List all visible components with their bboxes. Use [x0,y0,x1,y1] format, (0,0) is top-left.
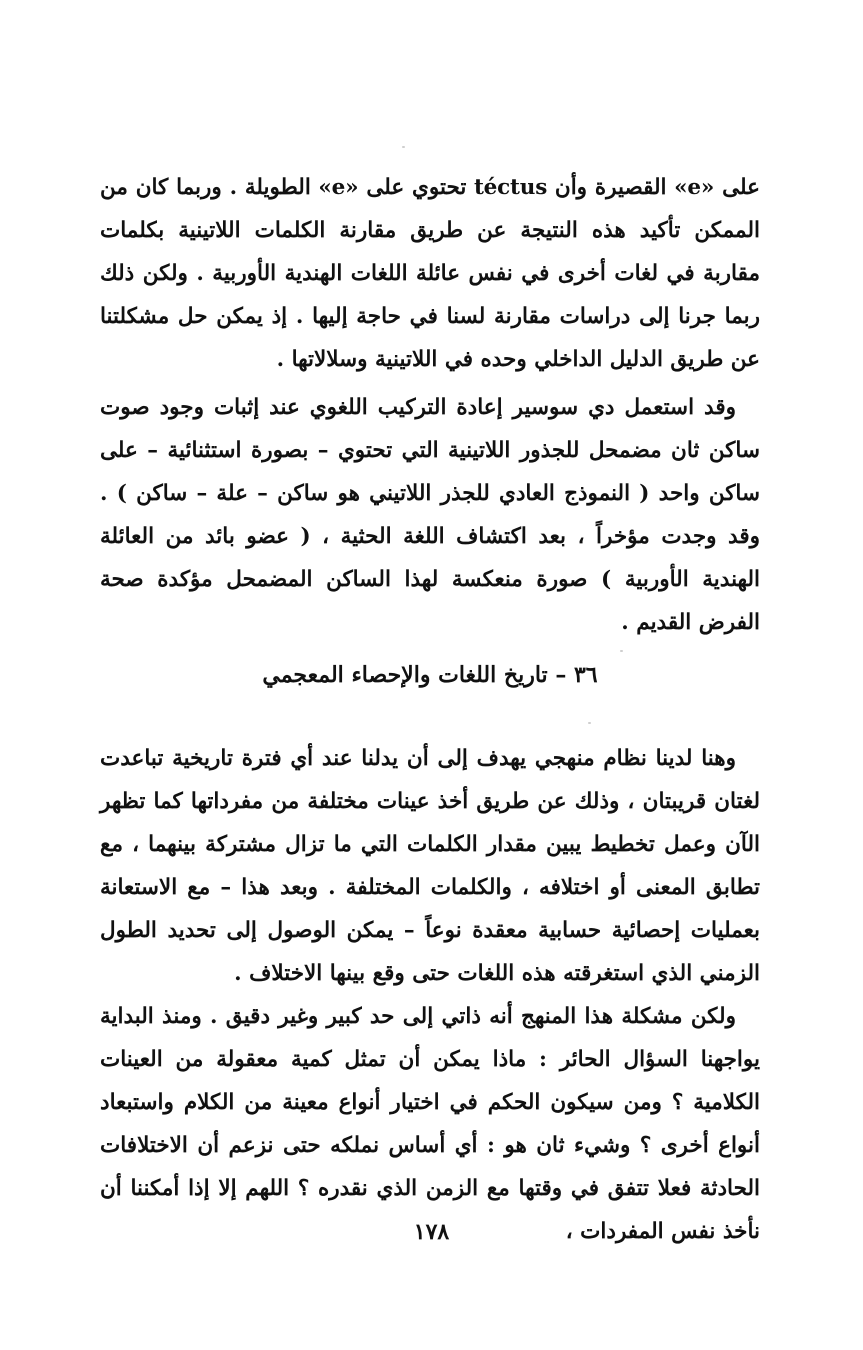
paragraph: على «e» القصيرة وأن téctus تحتوي على «e» الطويلة . وربما كان من الممكن تأكيد هذه النتيجة عن طريق مقارنة الكلمات اللاتينية بكلمات مقاربة في لغات أخرى في نفس عائلة اللغات الهندية الأوربية . ولكن ذلك ربما جرنا إلى دراسات مقارنة لسنا في حاجة إليها . إذ يمكن حل مشكلتنا عن طريق الدليل الداخلي وحده في اللاتينية وسلالاتها . [100,175,760,372]
paragraph: ولكن مشكلة هذا المنهج أنه ذاتي إلى حد كبير وغير دقيق . ومنذ البداية يواجهنا السؤال الحائر : ماذا يمكن أن تمثل كمية معقولة من العينات الكلامية ؟ ومن سيكون الحكم في اختيار أنواع معينة من الكلام واستبعاد أنواع أخرى ؟ وشيء ثان هو : أي أساس نملكه حتى نزعم أن الاختلافات الحادثة فعلا تتفق في وقتها مع الزمن الذي نقدره ؟ اللهم إلا إذا أمكننا أن نأخذ نفس المفردات ، [100,1004,760,1244]
scan-speck [588,722,591,724]
scan-speck [402,146,405,148]
paragraph: وهنا لدينا نظام منهجي يهدف إلى أن يدلنا عند أي فترة تاريخية تباعدت لغتان قريبتان ، وذلك عن طريق أخذ عينات مختلفة من مفرداتها كما تظهر الآن وعمل تخطيط يبين مقدار الكلمات التي ما تزال مشتركة بينهما ، مع تطابق المعنى أو اختلافه ، والكلمات المختلفة . وبعد هذا – مع الاستعانة بعمليات إحصائية حسابية معقدة نوعاً – يمكن الوصول إلى تحديد الطول الزمني الذي استغرقته هذه اللغات حتى وقع بينها الاختلاف . [100,746,760,986]
section-heading: ٣٦ – تاريخ اللغات والإحصاء المعجمي [262,662,598,688]
paragraph: وقد استعمل دي سوسير إعادة التركيب اللغوي عند إثبات وجود صوت ساكن ثان مضمحل للجذور اللاتينية التي تحتوي – بصورة استثنائية – على ساكن واحد ( النموذج العادي للجذر اللاتيني هو ساكن – علة – ساكن ) . وقد وجدت مؤخراً ، بعد اكتشاف اللغة الحثية ، ( عضو بائد من العائلة الهندية الأوربية ) صورة منعكسة لهذا الساكن المضمحل مؤكدة صحة الفرض القديم . [100,395,760,635]
paragraph-block-1 [100,166,760,381]
paragraph-block-3 [100,737,760,995]
paragraph-block-2 [100,386,760,644]
page-number: ١٧٨ [413,1219,450,1245]
paragraph-block-4 [100,995,760,1253]
scan-speck [620,650,623,652]
